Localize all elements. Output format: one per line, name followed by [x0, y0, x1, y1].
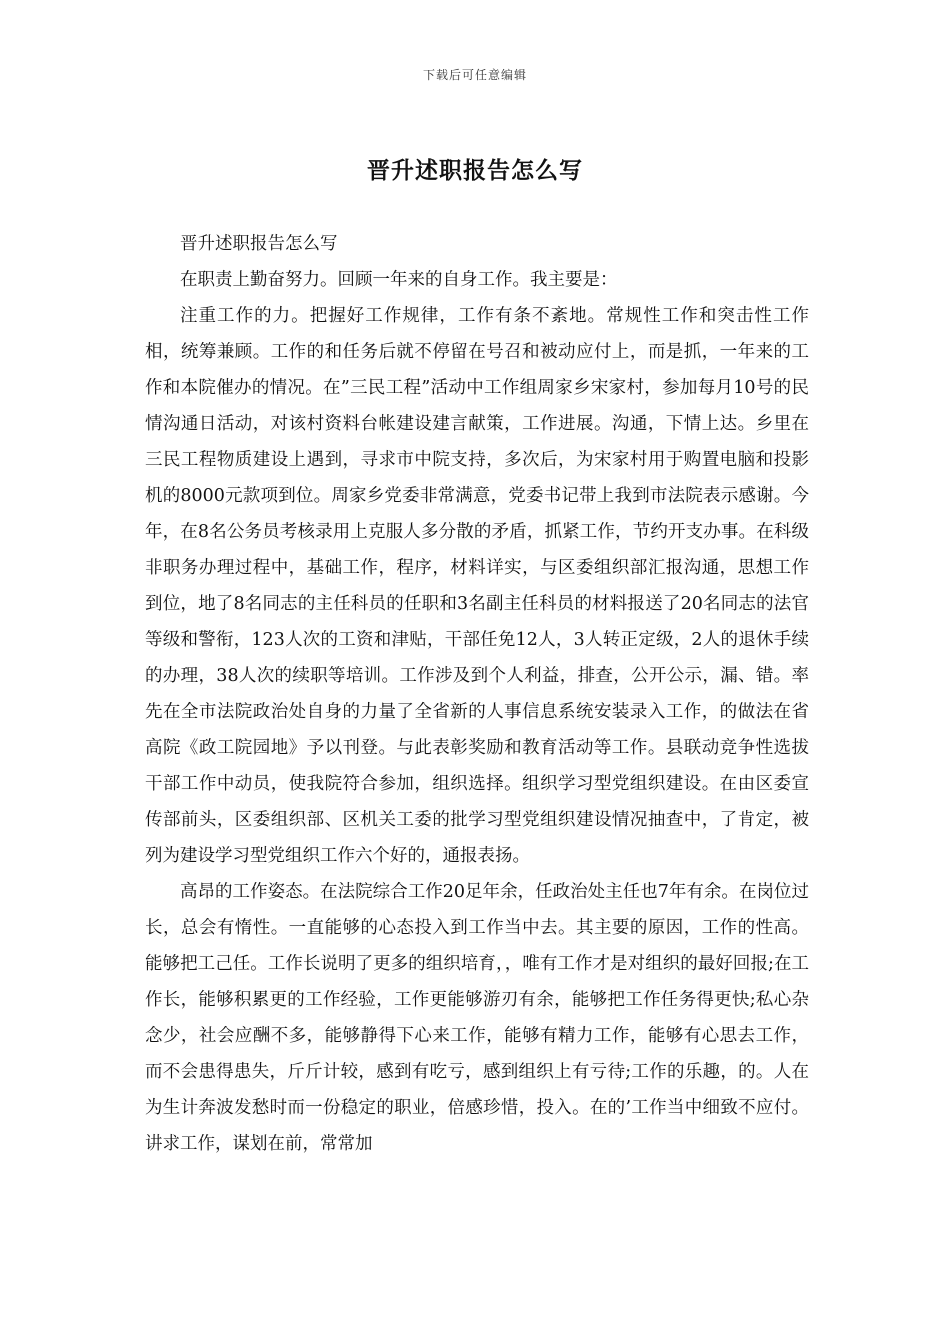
document-title: 晋升述职报告怎么写 — [367, 157, 583, 184]
document-body — [145, 226, 809, 1162]
paragraph-intro: 在职责上勤奋努力。回顾一年来的自身工作。我主要是： — [180, 270, 618, 290]
paragraph-work-efficiency: 注重工作的力。把握好工作规律，工作有条不紊地。常规性工作和突击性工作相，统筹兼顾。工作的和任务后就不停留在号召和被动应付上，而是抓，一年来的工作和本院催办的情况。在”三民工程”活动中工作组周家乡宋家村，参加每月10号的民情沟通日活动，对该村资料台帐建设建言献策，工作进展。沟通，下情上达。乡里在三民工程物质建设上遇到，寻求市中院支持，多次后，为宋家村用于购置电脑和投影机的8000元款项到位。周家乡党委非常满意，党委书记带上我到市法院表示感谢。今年，在8名公务员考核录用上克服人多分散的矛盾，抓紧工作，节约开支办事。在科级非职务办理过程中，基础工作，程序，材料详实，与区委组织部汇报沟通，思想工作到位，地了8名同志的主任科员的任职和3名副主任科员的材料报送了20名同志的法官等级和警衔，123人次的工资和津贴，干部任免12人，3人转正定级，2人的退休手续的办理，38人次的续职等培训。工作涉及到个人利益，排查，公开公示，漏、错。率先在全市法院政治处自身的力量了全省新的人事信息系统安装录入工作，的做法在省高院《政工院园地》予以刊登。与此表彰奖励和教育活动等工作。县联动竞争性选拔干部工作中动员，使我院符合参加，组织选择。组织学习型党组织建设。在由区委宣传部前头，区委组织部、区机关工委的批学习型党组织建设情况抽查中，了肯定，被列为建设学习型党组织工作六个好的，通报表扬。 — [145, 306, 809, 866]
paragraph-subtitle: 晋升述职报告怎么写 — [180, 234, 338, 254]
header-note: 下载后可任意编辑 — [422, 68, 527, 82]
paragraph-work-attitude: 高昂的工作姿态。在法院综合工作20足年余，任政治处主任也7年有余。在岗位过长，总会有惰性。一直能够的心态投入到工作当中去。其主要的原因，工作的性高。能够把工己任。工作长说明了更多的组织培育，，唯有工作才是对组织的最好回报;在工作长，能够积累更的工作经验，工作更能够游刃有余，能够把工作任务得更快;私心杂念少，社会应酬不多，能够静得下心来工作，能够有精力工作，能够有心思去工作，而不会患得患失，斤斤计较，感到有吃亏，感到组织上有亏待;工作的乐趣，的。人在为生计奔波发愁时而一份稳定的职业，倍感珍惜，投入。在的’工作当中细致不应付。讲求工作，谋划在前，常常加 — [145, 882, 809, 1154]
